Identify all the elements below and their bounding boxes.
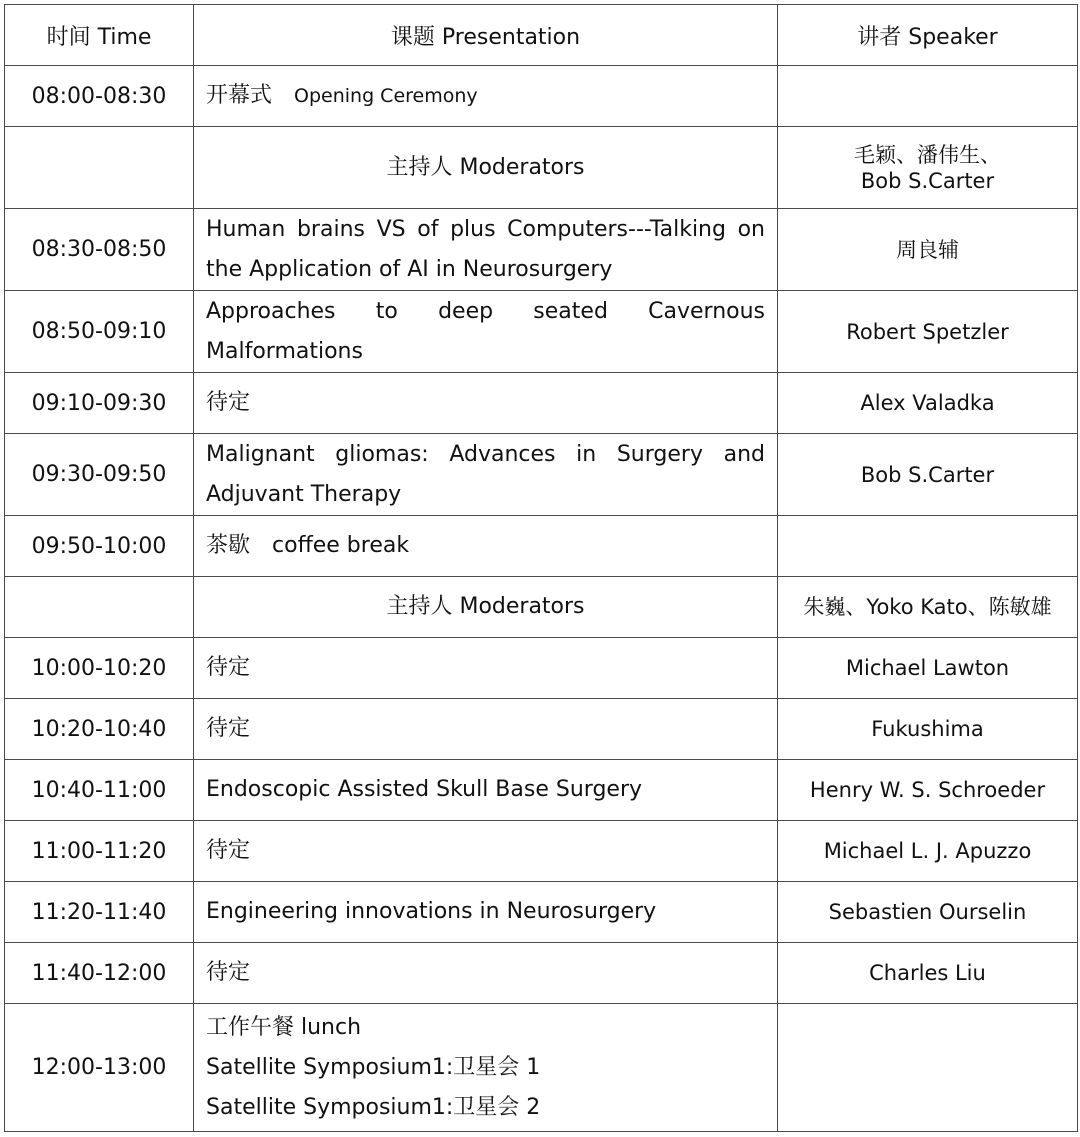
speaker-cell: Charles Liu — [778, 943, 1078, 1004]
presentation-cn: 开幕式 — [206, 83, 273, 108]
presentation-en: coffee break — [272, 533, 410, 558]
table-row — [5, 66, 1078, 127]
table-row — [5, 943, 1078, 1004]
time-cell: 10:20-10:40 — [5, 699, 194, 760]
presentation-cell: 待定 — [194, 943, 778, 1004]
table-row — [5, 699, 1078, 760]
moderators-label: 主持人 Moderators — [194, 577, 778, 638]
presentation-cell — [194, 516, 778, 577]
time-cell: 09:10-09:30 — [5, 373, 194, 434]
table-row — [5, 577, 1078, 638]
speaker-cell — [778, 127, 1078, 209]
table-row — [5, 291, 1078, 373]
time-cell: 08:00-08:30 — [5, 66, 194, 127]
table-row — [5, 638, 1078, 699]
table-row — [5, 373, 1078, 434]
speaker-line: Bob S.Carter — [860, 168, 995, 193]
table-row — [5, 882, 1078, 943]
table-row — [5, 821, 1078, 882]
presentation-cell — [194, 66, 778, 127]
speaker-cell: 朱巍、Yoko Kato、陈敏雄 — [778, 577, 1078, 638]
presentation-line: Satellite Symposium1:卫星会 2 — [206, 1094, 541, 1120]
table-row — [5, 127, 1078, 209]
presentation-cell: Human brains VS of plus Computers---Talking on the Application of AI in Neurosurgery — [194, 209, 778, 291]
presentation-cell: Engineering innovations in Neurosurgery — [194, 882, 778, 943]
speaker-cell: Bob S.Carter — [778, 434, 1078, 516]
header-time: 时间 Time — [5, 5, 194, 66]
time-cell: 08:50-09:10 — [5, 291, 194, 373]
speaker-line: 毛颖、潘伟生、 — [854, 142, 1001, 167]
presentation-line: Satellite Symposium1:卫星会 1 — [206, 1054, 541, 1080]
schedule-table — [4, 4, 1078, 1132]
table-row — [5, 209, 1078, 291]
header-row — [5, 5, 1078, 66]
time-cell: 11:00-11:20 — [5, 821, 194, 882]
presentation-cell: Approaches to deep seated Cavernous Malformations — [194, 291, 778, 373]
time-cell: 09:50-10:00 — [5, 516, 194, 577]
speaker-cell: Sebastien Ourselin — [778, 882, 1078, 943]
speaker-cell: Henry W. S. Schroeder — [778, 760, 1078, 821]
presentation-cell — [194, 1004, 778, 1132]
time-cell: 11:20-11:40 — [5, 882, 194, 943]
speaker-cell: Michael L. J. Apuzzo — [778, 821, 1078, 882]
table-row — [5, 434, 1078, 516]
presentation-cell: 待定 — [194, 821, 778, 882]
speaker-cell: Alex Valadka — [778, 373, 1078, 434]
speaker-cell — [778, 516, 1078, 577]
time-cell: 10:00-10:20 — [5, 638, 194, 699]
time-cell — [5, 127, 194, 209]
presentation-cell: 待定 — [194, 373, 778, 434]
time-cell: 12:00-13:00 — [5, 1004, 194, 1132]
speaker-cell — [778, 66, 1078, 127]
presentation-cell: Malignant gliomas: Advances in Surgery and Adjuvant Therapy — [194, 434, 778, 516]
time-cell — [5, 577, 194, 638]
presentation-cell: 待定 — [194, 699, 778, 760]
time-cell: 09:30-09:50 — [5, 434, 194, 516]
speaker-cell: Fukushima — [778, 699, 1078, 760]
speaker-cell: Robert Spetzler — [778, 291, 1078, 373]
speaker-cell — [778, 1004, 1078, 1132]
presentation-cell: Endoscopic Assisted Skull Base Surgery — [194, 760, 778, 821]
header-presentation: 课题 Presentation — [194, 5, 778, 66]
speaker-cell: Michael Lawton — [778, 638, 1078, 699]
presentation-line: 工作午餐 lunch — [206, 1014, 362, 1040]
presentation-en: Opening Ceremony — [294, 85, 478, 107]
time-cell: 10:40-11:00 — [5, 760, 194, 821]
presentation-cn: 茶歇 — [206, 533, 251, 558]
table-row — [5, 1004, 1078, 1132]
speaker-cell: 周良辅 — [778, 209, 1078, 291]
table-row — [5, 516, 1078, 577]
moderators-label: 主持人 Moderators — [194, 127, 778, 209]
table-row — [5, 760, 1078, 821]
header-speaker: 讲者 Speaker — [778, 5, 1078, 66]
presentation-cell: 待定 — [194, 638, 778, 699]
time-cell: 11:40-12:00 — [5, 943, 194, 1004]
time-cell: 08:30-08:50 — [5, 209, 194, 291]
